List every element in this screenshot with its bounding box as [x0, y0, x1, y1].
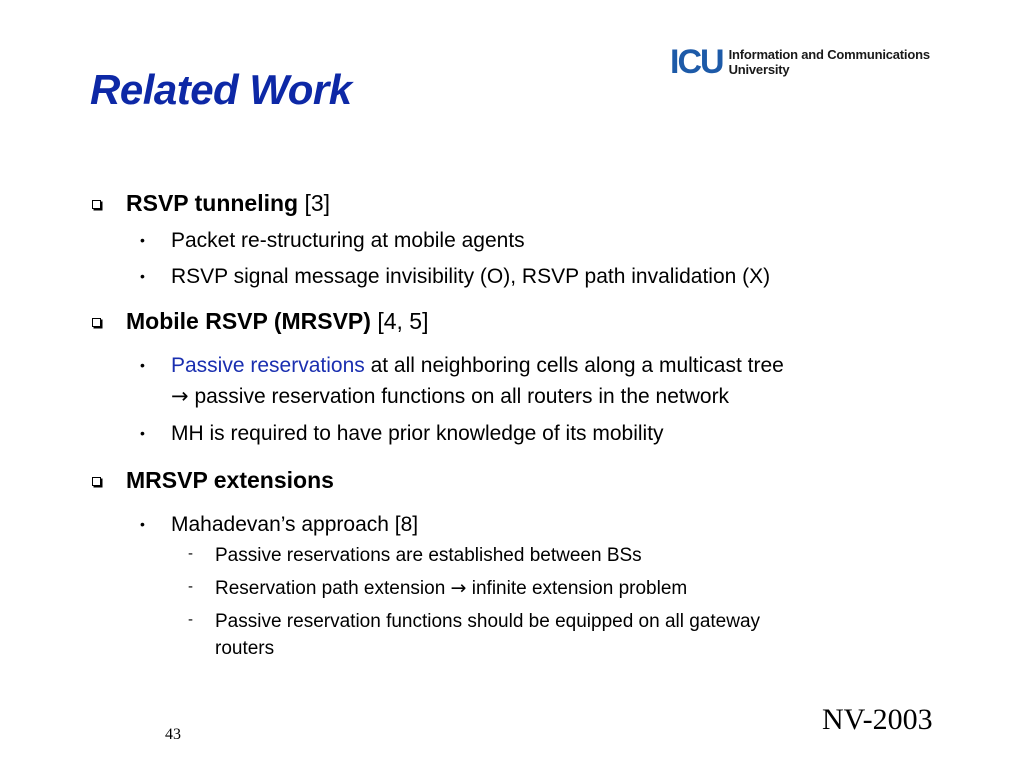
highlighted-term: Passive reservations — [171, 354, 365, 377]
dash-bullet-icon: - — [188, 545, 193, 562]
list-item: MH is required to have prior knowledge of its mobility — [171, 422, 664, 445]
dash-bullet-icon: - — [188, 578, 193, 595]
logo-line-2: University — [728, 62, 790, 77]
square-bullet-icon — [92, 477, 101, 486]
list-item-text: passive reservation functions on all routers in the network — [194, 385, 730, 408]
section-heading-text: Mobile RSVP (MRSVP) — [126, 308, 371, 334]
sub-list-item: Passive reservations are established between BSs — [215, 545, 642, 566]
right-arrow-icon: → — [450, 577, 467, 599]
round-bullet-icon: • — [140, 357, 145, 373]
round-bullet-icon: • — [140, 425, 145, 441]
list-item-continuation — [171, 381, 729, 412]
sub-list-item: Passive reservation functions should be equipped on all gateway — [215, 611, 761, 632]
square-bullet-icon — [92, 200, 101, 209]
round-bullet-icon: • — [140, 232, 145, 248]
section-heading — [126, 190, 330, 217]
right-arrow-icon: → — [171, 384, 189, 408]
round-bullet-icon: • — [140, 516, 145, 532]
section-heading — [126, 467, 334, 494]
conference-label: NV-2003 — [822, 703, 933, 736]
section-heading — [126, 308, 428, 335]
sub-list-item-text: Reservation path extension — [215, 578, 446, 599]
dash-bullet-icon: - — [188, 611, 193, 628]
section-reference: [3] — [304, 190, 331, 216]
section-reference: [4, 5] — [377, 308, 429, 334]
section-heading-text: MRSVP extensions — [126, 467, 334, 493]
square-bullet-icon — [92, 318, 101, 327]
slide-title: Related Work — [90, 66, 352, 113]
list-item: RSVP signal message invisibility (O), RSVP path invalidation (X) — [171, 265, 771, 288]
list-item — [171, 351, 784, 381]
list-item: Mahadevan’s approach [8] — [171, 513, 419, 536]
logo-line-1: Information and Communications — [728, 47, 930, 62]
section-heading-text: RSVP tunneling — [126, 190, 299, 216]
sub-list-item — [215, 575, 687, 602]
list-item: Packet re-structuring at mobile agents — [171, 229, 525, 252]
sub-list-item-text: infinite extension problem — [471, 578, 688, 599]
icu-logo-mark: ICU — [670, 43, 723, 81]
round-bullet-icon: • — [140, 268, 145, 284]
list-item-text: at all neighboring cells along a multicast tree — [364, 354, 784, 377]
page-number: 43 — [165, 726, 181, 743]
sub-list-item-continuation: routers — [215, 638, 275, 659]
